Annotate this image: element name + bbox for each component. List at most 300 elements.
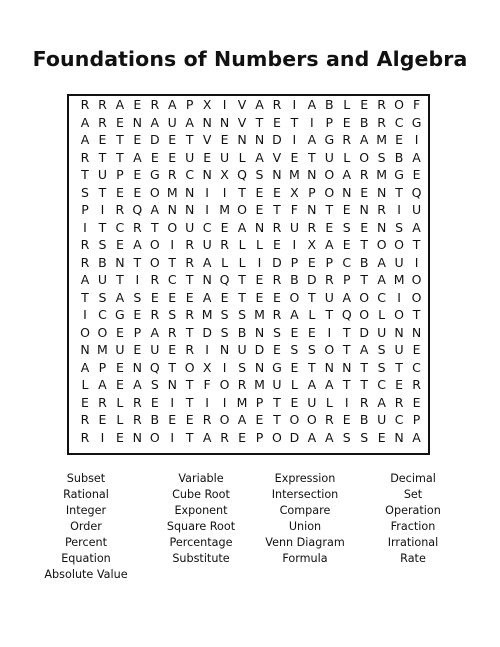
grid-letter: F	[412, 97, 421, 112]
grid-letter: M	[376, 167, 388, 182]
grid-letter: V	[202, 132, 212, 147]
grid-letter: T	[273, 412, 281, 427]
grid-letter: N	[376, 184, 387, 200]
grid-letter: E	[255, 289, 264, 305]
grid-letter: A	[307, 429, 317, 445]
grid-letter: N	[167, 377, 177, 392]
grid-letter: T	[290, 114, 299, 130]
word-list-item: Cube Root	[172, 488, 230, 501]
grid-letter: E	[115, 184, 124, 200]
word-list-item: Rational	[63, 488, 109, 501]
grid-letter: Q	[411, 184, 422, 200]
grid-letter: T	[325, 202, 334, 217]
grid-letter: T	[273, 394, 281, 410]
grid-letter: N	[307, 202, 317, 217]
grid-letter: R	[394, 394, 404, 410]
grid-letter: I	[327, 324, 332, 340]
grid-letter: R	[80, 149, 90, 165]
grid-letter: O	[80, 324, 90, 340]
grid-letter: U	[97, 167, 108, 182]
grid-letter: T	[238, 184, 246, 200]
grid-letter: A	[80, 114, 90, 130]
grid-letter: S	[238, 359, 247, 375]
grid-letter: D	[272, 254, 282, 270]
grid-letter: O	[324, 342, 335, 357]
grid-letter: A	[133, 377, 142, 392]
grid-letter: N	[219, 114, 230, 130]
grid-letter: I	[205, 184, 209, 200]
grid-letter: N	[185, 202, 195, 217]
grid-letter: I	[292, 97, 297, 112]
grid-letter: S	[377, 359, 386, 375]
word-list-item: Absolute Value	[44, 568, 128, 581]
grid-letter: T	[360, 237, 368, 252]
grid-letter: T	[185, 429, 194, 445]
grid-letter: N	[272, 167, 282, 182]
grid-letter: U	[220, 149, 230, 165]
grid-letter: E	[290, 324, 299, 340]
grid-row	[77, 341, 427, 359]
grid-letter: S	[168, 307, 177, 322]
grid-letter: R	[359, 167, 369, 182]
grid-letter: N	[80, 342, 90, 357]
grid-letter: E	[220, 132, 229, 147]
grid-letter: M	[376, 132, 388, 147]
grid-row	[77, 359, 427, 377]
grid-letter: E	[115, 114, 124, 130]
grid-letter: R	[167, 167, 177, 182]
grid-letter: A	[98, 377, 107, 392]
grid-letter: T	[116, 272, 124, 287]
grid-letter: R	[185, 237, 195, 252]
grid-letter: E	[342, 202, 351, 217]
grid-letter: E	[255, 272, 264, 287]
grid-letter: A	[412, 219, 421, 235]
grid-letter: X	[307, 237, 317, 252]
grid-letter: A	[255, 97, 264, 112]
grid-row	[77, 166, 427, 184]
grid-letter: E	[290, 359, 299, 375]
grid-letter: B	[325, 97, 334, 112]
grid-letter: E	[272, 184, 281, 200]
grid-letter: A	[359, 132, 369, 147]
grid-letter: E	[412, 394, 421, 410]
grid-letter: B	[290, 272, 299, 287]
grid-letter: E	[307, 324, 316, 340]
grid-letter: I	[222, 359, 227, 375]
grid-letter: O	[219, 412, 230, 427]
grid-letter: S	[272, 324, 281, 340]
grid-letter: S	[377, 342, 386, 357]
grid-letter: O	[219, 377, 230, 392]
grid-letter: I	[222, 97, 227, 112]
word-list-item: Expression	[274, 472, 336, 485]
grid-letter: T	[255, 114, 264, 130]
grid-letter: R	[272, 219, 282, 235]
grid-letter: D	[254, 342, 265, 357]
grid-letter: E	[168, 342, 177, 357]
grid-letter: T	[98, 184, 107, 200]
grid-letter: I	[83, 219, 87, 235]
grid-letter: E	[115, 429, 124, 445]
word-list-item: Percent	[64, 536, 108, 549]
grid-letter: E	[115, 237, 124, 252]
grid-letter: B	[359, 254, 369, 270]
word-list-item: Exponent	[174, 504, 228, 517]
grid-letter: T	[308, 359, 316, 375]
grid-letter: C	[377, 289, 386, 305]
grid-letter: R	[185, 254, 195, 270]
grid-letter: O	[149, 184, 160, 200]
grid-letter: C	[185, 167, 195, 182]
grid-letter: E	[98, 132, 107, 147]
grid-row	[77, 411, 427, 429]
grid-letter: R	[115, 202, 125, 217]
grid-letter: A	[342, 167, 352, 182]
grid-letter: A	[115, 97, 125, 112]
grid-letter: U	[307, 394, 317, 410]
grid-letter: R	[80, 254, 90, 270]
grid-letter: G	[411, 114, 422, 130]
grid-letter: O	[394, 307, 405, 322]
grid-letter: N	[202, 167, 212, 182]
grid-letter: I	[344, 394, 349, 410]
grid-letter: L	[81, 377, 89, 392]
grid-row	[77, 306, 427, 324]
grid-letter: M	[236, 394, 248, 410]
grid-row	[77, 114, 427, 132]
grid-letter: D	[289, 429, 300, 445]
grid-letter: P	[325, 114, 334, 130]
grid-letter: A	[307, 97, 317, 112]
grid-letter: N	[115, 254, 125, 270]
grid-letter: F	[203, 377, 211, 392]
grid-letter: E	[133, 342, 142, 357]
grid-letter: R	[272, 97, 282, 112]
word-list-item: Fraction	[390, 520, 436, 533]
grid-letter: N	[394, 429, 404, 445]
grid-letter: O	[97, 324, 108, 340]
grid-letter: O	[306, 412, 317, 427]
grid-letter: A	[150, 324, 160, 340]
grid-letter: L	[378, 307, 386, 322]
grid-letter: I	[292, 237, 297, 252]
grid-letter: P	[412, 412, 421, 427]
grid-letter: R	[133, 219, 142, 235]
grid-letter: P	[325, 254, 334, 270]
grid-letter: E	[150, 149, 159, 165]
puzzle-title: Foundations of Numbers and Algebra	[32, 47, 468, 71]
grid-letter: C	[377, 377, 386, 392]
grid-letter: E	[342, 114, 351, 130]
grid-letter: E	[395, 377, 404, 392]
grid-letter: R	[185, 342, 195, 357]
grid-letter: R	[342, 132, 352, 147]
grid-letter: B	[359, 412, 369, 427]
grid-letter: M	[219, 202, 230, 217]
grid-letter: U	[377, 324, 387, 340]
grid-letter: C	[202, 219, 212, 235]
grid-letter: B	[150, 412, 160, 427]
grid-letter: E	[133, 132, 142, 147]
grid-letter: E	[203, 149, 212, 165]
word-list-item: Integer	[65, 504, 107, 517]
grid-letter: E	[290, 394, 299, 410]
grid-letter: T	[185, 324, 194, 340]
grid-letter: M	[97, 342, 108, 357]
grid-letter: X	[220, 167, 229, 182]
grid-letter: C	[394, 114, 404, 130]
grid-letter: A	[325, 429, 334, 445]
grid-letter: A	[237, 219, 247, 235]
grid-letter: A	[290, 307, 299, 322]
grid-letter: R	[237, 377, 247, 392]
grid-letter: T	[395, 184, 403, 200]
grid-letter: N	[342, 359, 352, 375]
grid-letter: E	[342, 412, 351, 427]
grid-letter: A	[342, 289, 352, 305]
grid-letter: E	[272, 237, 281, 252]
word-list-item: Set	[403, 488, 423, 501]
grid-letter: T	[308, 289, 316, 305]
grid-letter: R	[167, 324, 177, 340]
grid-letter: E	[133, 307, 142, 322]
grid-row	[77, 184, 427, 202]
grid-letter: S	[98, 237, 107, 252]
grid-letter: E	[412, 342, 421, 357]
grid-letter: R	[377, 97, 386, 112]
grid-letter: R	[98, 114, 107, 130]
grid-letter: O	[359, 149, 370, 165]
grid-letter: Q	[132, 202, 143, 217]
grid-letter: U	[185, 149, 195, 165]
grid-row	[77, 429, 427, 447]
grid-letter: A	[325, 237, 334, 252]
grid-letter: R	[324, 272, 334, 287]
grid-letter: N	[376, 219, 387, 235]
grid-letter: E	[185, 412, 194, 427]
grid-letter: E	[98, 412, 107, 427]
grid-letter: U	[237, 342, 247, 357]
grid-letter: A	[325, 377, 334, 392]
grid-letter: N	[359, 202, 369, 217]
grid-letter: S	[342, 219, 351, 235]
grid-row	[77, 201, 427, 219]
grid-letter: N	[185, 184, 195, 200]
grid-letter: N	[324, 359, 334, 375]
grid-letter: E	[220, 289, 229, 305]
grid-letter: T	[360, 377, 368, 392]
word-list-item: Formula	[282, 552, 328, 565]
grid-letter: I	[170, 429, 175, 445]
grid-letter: L	[238, 254, 246, 270]
grid-letter: I	[222, 394, 227, 410]
grid-letter: A	[150, 114, 160, 130]
word-list-item: Rate	[400, 552, 426, 565]
grid-letter: I	[205, 202, 209, 217]
grid-letter: V	[237, 114, 247, 130]
grid-letter: E	[290, 149, 299, 165]
grid-letter: E	[168, 132, 177, 147]
grid-letter: A	[377, 254, 386, 270]
grid-letter: A	[202, 429, 212, 445]
grid-letter: S	[220, 324, 229, 340]
grid-letter: D	[307, 272, 317, 287]
grid-letter: L	[238, 237, 246, 252]
grid-letter: O	[272, 429, 282, 445]
grid-letter: O	[394, 97, 405, 112]
grid-letter: N	[254, 359, 265, 375]
grid-letter: R	[80, 97, 90, 112]
grid-letter: U	[394, 342, 404, 357]
grid-letter: I	[205, 342, 209, 357]
grid-letter: E	[150, 289, 159, 305]
word-list-item: Compare	[279, 504, 331, 517]
grid-letter: R	[272, 272, 282, 287]
grid-letter: N	[342, 184, 352, 200]
grid-row	[77, 289, 427, 307]
grid-letter: B	[237, 324, 247, 340]
grid-letter: R	[150, 307, 160, 322]
grid-letter: A	[80, 132, 90, 147]
grid-letter: U	[167, 114, 177, 130]
grid-letter: U	[411, 202, 422, 217]
word-list-item: Union	[288, 520, 322, 533]
grid-letter: O	[324, 184, 335, 200]
grid-letter: G	[115, 307, 125, 322]
grid-letter: A	[255, 149, 264, 165]
grid-letter: U	[324, 289, 334, 305]
grid-letter: S	[133, 289, 142, 305]
grid-letter: R	[412, 377, 421, 392]
grid-letter: X	[202, 97, 212, 112]
grid-letter: T	[116, 132, 124, 147]
grid-letter: P	[98, 359, 107, 375]
grid-letter: D	[202, 324, 212, 340]
grid-letter: I	[414, 132, 419, 147]
grid-letter: S	[81, 184, 89, 200]
grid-letter: S	[377, 149, 386, 165]
grid-letter: S	[342, 429, 351, 445]
grid-letter: P	[308, 184, 316, 200]
grid-letter: N	[132, 429, 143, 445]
grid-letter: A	[133, 149, 142, 165]
grid-letter: R	[133, 412, 142, 427]
grid-letter: T	[116, 149, 124, 165]
grid-letter: T	[325, 307, 334, 322]
grid-letter: T	[81, 289, 89, 305]
grid-letter: S	[98, 289, 107, 305]
word-list-item: Venn Diagram	[265, 536, 345, 549]
grid-letter: P	[185, 97, 194, 112]
grid-letter: N	[132, 359, 143, 375]
word-list-item: Percentage	[169, 536, 233, 549]
grid-letter: C	[167, 272, 177, 287]
grid-letter: U	[289, 219, 299, 235]
grid-letter: O	[411, 272, 422, 287]
grid-letter: E	[168, 289, 177, 305]
grid-letter: R	[359, 394, 369, 410]
grid-letter: T	[238, 289, 246, 305]
grid-letter: E	[115, 359, 124, 375]
grid-letter: U	[272, 377, 282, 392]
grid-letter: O	[237, 202, 247, 217]
grid-letter: R	[307, 219, 317, 235]
grid-letter: I	[257, 254, 262, 270]
grid-letter: R	[80, 237, 90, 252]
grid-letter: A	[377, 394, 386, 410]
grid-letter: E	[342, 237, 351, 252]
grid-letter: I	[100, 202, 105, 217]
grid-letter: T	[342, 377, 351, 392]
grid-row	[77, 219, 427, 237]
grid-letter: A	[185, 114, 194, 130]
grid-letter: U	[185, 219, 195, 235]
grid-letter: V	[272, 149, 282, 165]
grid-letter: A	[202, 254, 212, 270]
grid-letter: P	[342, 272, 351, 287]
grid-letter: I	[100, 429, 105, 445]
word-list-item: Operation	[385, 504, 441, 517]
grid-letter: T	[308, 149, 316, 165]
grid-letter: A	[150, 202, 160, 217]
grid-letter: E	[115, 324, 124, 340]
grid-letter: N	[237, 132, 247, 147]
grid-letter: P	[255, 429, 264, 445]
grid-letter: O	[149, 254, 160, 270]
grid-letter: E	[220, 219, 229, 235]
grid-letter: L	[290, 377, 298, 392]
grid-letter: R	[377, 202, 386, 217]
grid-letter: U	[377, 412, 387, 427]
grid-letter: I	[135, 272, 140, 287]
grid-letter: E	[272, 114, 281, 130]
grid-letter: E	[238, 429, 246, 445]
word-list-item: Irrational	[387, 536, 439, 549]
grid-letter: O	[289, 412, 300, 427]
grid-letter: A	[377, 272, 386, 287]
grid-letter: N	[254, 219, 265, 235]
grid-letter: P	[133, 324, 142, 340]
grid-letter: T	[98, 219, 107, 235]
grid-letter: Q	[219, 272, 230, 287]
grid-letter: E	[168, 149, 177, 165]
grid-letter: O	[184, 359, 195, 375]
grid-letter: R	[324, 412, 334, 427]
grid-letter: X	[202, 359, 212, 375]
grid-letter: L	[308, 307, 316, 322]
grid-letter: N	[202, 114, 212, 130]
grid-letter: B	[394, 149, 404, 165]
grid-letter: R	[150, 97, 160, 112]
grid-letter: S	[307, 342, 316, 357]
grid-letter: O	[394, 237, 405, 252]
grid-letter: C	[342, 254, 352, 270]
grid-letter: L	[238, 149, 246, 165]
grid-letter: E	[168, 412, 177, 427]
grid-letter: T	[185, 272, 194, 287]
grid-letter: T	[98, 149, 107, 165]
grid-letter: Q	[149, 359, 160, 375]
grid-letter: I	[397, 202, 401, 217]
grid-letter: N	[394, 324, 404, 340]
grid-letter: E	[133, 167, 142, 182]
grid-letter: E	[360, 219, 369, 235]
grid-letter: L	[256, 237, 263, 252]
grid-letter: A	[133, 237, 142, 252]
grid-letter: G	[149, 167, 160, 182]
grid-letter: L	[325, 394, 333, 410]
